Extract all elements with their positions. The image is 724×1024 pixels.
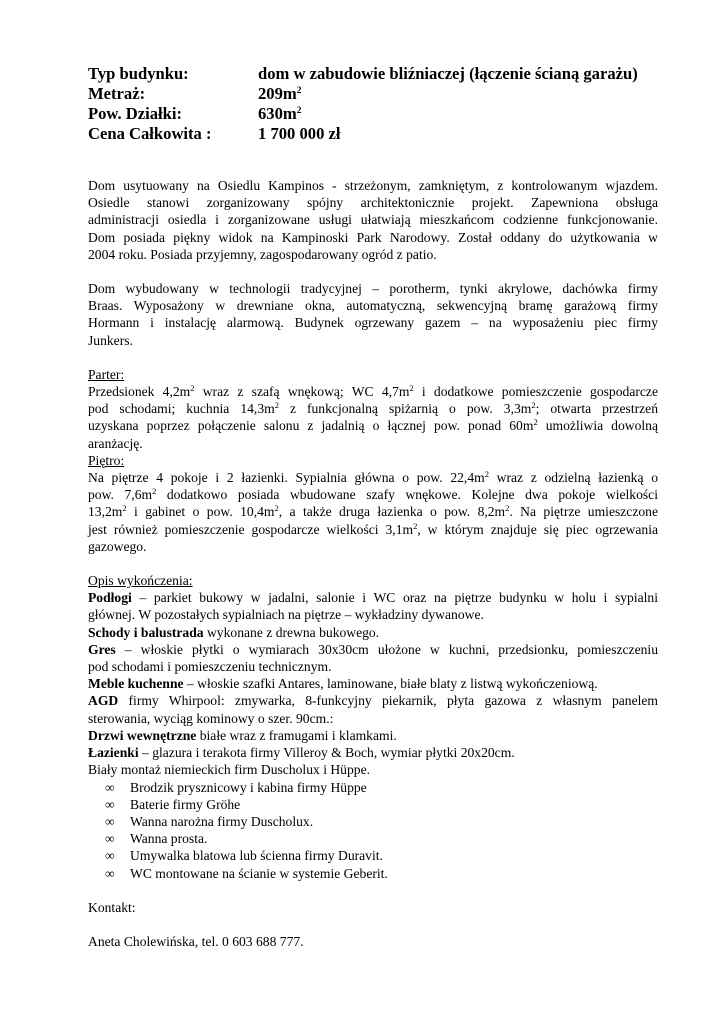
text-run: pow. 7,6m [88, 487, 153, 503]
bold-term: Łazienki [88, 745, 139, 761]
text-run: umożliwia dowolną [537, 418, 658, 434]
sup: 2 [190, 383, 195, 394]
text-run: wraz z odzielną łazienką o [488, 470, 658, 486]
ground-floor-line [88, 383, 658, 400]
list-item [88, 779, 658, 796]
finish-line-fixtures: Biały montaż niemieckich firm Duscholux i Hüppe. [88, 762, 371, 778]
text-run: Na piętrze 4 pokoje i 2 łazienki. Sypialnia główna o pow. 22,4m [88, 470, 485, 486]
list-item [88, 813, 658, 830]
bold-term: Drzwi wewnętrzne [88, 727, 197, 743]
text-run: z funkcjonalną spiżarnią o pow. 3,3m [278, 401, 532, 417]
tech-line: Braas. Wyposażony w drewniane okna, automatyczną, sekwencyjną bramę garażową firmy [88, 298, 658, 314]
plot-sup: 2 [296, 106, 302, 116]
plot-value [258, 104, 301, 124]
first-floor-section [88, 452, 658, 555]
sup: 2 [122, 503, 127, 514]
text-run: – glazura i terakota firmy Villeroy & Boch, wymiar płytki 20x20cm. [138, 745, 515, 761]
text-run: 13,2m [88, 504, 123, 520]
area-number: 209m [258, 84, 297, 103]
list-item-text: Wanna prosta. [130, 831, 208, 847]
header-row-building-type [88, 64, 638, 84]
list-item-text: WC montowane na ścianie w systemie Geberit. [130, 865, 388, 881]
list-item [88, 847, 658, 864]
ground-floor-line [88, 400, 658, 417]
text-run: , w którym znajduje się piec ogrzewania [417, 521, 659, 537]
price-label: Cena Całkowita : [88, 124, 212, 143]
tech-line: Hormann i instalację alarmową. Budynek ogrzewany gazem – na wyposażeniu piec firmy [88, 315, 658, 331]
fixtures-list [88, 779, 658, 882]
finish-heading: Opis wykończenia: [88, 573, 193, 589]
list-item [88, 865, 658, 882]
first-floor-heading: Piętro: [88, 452, 125, 468]
text-run: wykonane z drewna bukowego. [203, 624, 380, 640]
text-run: i gabinet o pow. 10,4m [126, 504, 275, 520]
finish-line-kitchen [88, 675, 658, 692]
contact-label: Kontakt: [88, 899, 136, 915]
text-run: wraz z szafą wnękową; WC 4,7m [194, 384, 410, 400]
text-run: pod schodami; kuchnia 14,3m [88, 401, 275, 417]
ground-floor-section [88, 366, 658, 452]
list-item-text: Wanna narożna firmy Duscholux. [130, 813, 314, 829]
intro-paragraph [88, 177, 658, 263]
ground-floor-heading: Parter: [88, 366, 125, 382]
tech-line: Junkers. [88, 332, 133, 348]
text-run: firmy Whirpool: zmywarka, 8-funkcyjny piekarnik, płyta gazowa z własnym panelem [118, 693, 658, 709]
bullet-icon: ∞ [105, 865, 115, 881]
sup: 2 [531, 400, 536, 411]
bold-term: Meble kuchenne [88, 676, 184, 692]
bold-term: Schody i balustrada [88, 624, 204, 640]
area-label: Metraż: [88, 84, 146, 103]
list-item-text: Brodzik prysznicowy i kabina firmy Hüppe [130, 779, 367, 795]
text-run: jest również pomieszczenie gospodarcze wielkości 3,1m [88, 521, 414, 537]
intro-line: Dom usytuowany na Osiedlu Kampinos - strzeżonym, zamkniętym, z kontrolowanym wjazdem. [88, 178, 658, 193]
document-body [88, 177, 658, 950]
list-item [88, 796, 658, 813]
plot-number: 630m [258, 104, 297, 123]
technology-paragraph [88, 280, 658, 349]
sup: 2 [274, 503, 279, 514]
property-header [88, 64, 638, 144]
finish-line-agd-cont: sterowania, wyciąg kominowy o szer. 90cm.: [88, 710, 334, 726]
bullet-icon: ∞ [105, 813, 115, 829]
plot-label: Pow. Działki: [88, 104, 183, 123]
text-run: – włoskie szafki Antares, laminowane, białe blaty z listwą wykończeniową. [183, 676, 598, 692]
text-run: , a także druga łazienka o pow. 8,2m [278, 504, 506, 520]
finish-section [88, 572, 658, 882]
finish-line-bathrooms [88, 744, 658, 761]
bullet-icon: ∞ [105, 796, 115, 812]
list-item-text: Umywalka blatowa lub ścienna firmy Duravit. [130, 848, 383, 864]
finish-line-floors-cont: głównej. W pozostałych sypialniach na piętrze – wykładziny dywanowe. [88, 607, 484, 623]
text-run: – parkiet bukowy w jadalni, salonie i WC oraz na piętrze budynku w holu i sypialni [131, 590, 658, 606]
intro-line: Osiedle stanowi zorganizowany spójny architektonicznie projekt. Zapewniona obsługa [88, 195, 658, 211]
sup: 2 [505, 503, 510, 514]
ground-floor-line [88, 417, 658, 434]
header-row-price [88, 124, 638, 144]
bold-term: Podłogi [88, 590, 132, 606]
bullet-icon: ∞ [105, 779, 115, 795]
first-floor-line [88, 521, 658, 538]
first-floor-line [88, 503, 658, 520]
sup: 2 [274, 400, 279, 411]
sup: 2 [484, 469, 489, 480]
finish-line-doors [88, 727, 658, 744]
text-run: – włoskie płytki o wymiarach 30x30cm ułożone w kuchni, przedsionku, pomieszczeniu [115, 641, 658, 657]
list-item [88, 830, 658, 847]
intro-line: administracji osiedla i zorganizowane usługi ułatwiają mieszkańcom codzienne funkcjonowanie. [88, 212, 658, 228]
area-value [258, 84, 301, 104]
text-run: Przedsionek 4,2m [88, 384, 191, 400]
first-floor-line [88, 469, 658, 486]
bullet-icon: ∞ [105, 831, 115, 847]
first-floor-line [88, 486, 658, 503]
sup: 2 [533, 417, 538, 428]
ground-floor-line: aranżację. [88, 435, 143, 451]
bold-term: AGD [88, 693, 119, 709]
intro-line: 2004 roku. Posiada przyjemny, zagospodarowany ogród z patio. [88, 246, 437, 262]
intro-line: Dom posiada piękny widok na Kampinoski Park Narodowy. Został oddany do użytkowania w [88, 229, 658, 245]
finish-line-gres [88, 641, 658, 658]
contact-section [88, 899, 658, 950]
bold-term: Gres [88, 641, 116, 657]
text-run: . Na piętrze umieszczone [509, 504, 659, 520]
text-run: ; otwarta przestrzeń [535, 401, 658, 417]
finish-line-gres-cont: pod schodami i pomieszczeniu technicznym. [88, 659, 332, 675]
building-type-value: dom w zabudowie bliźniaczej (łączenie ścianą garażu) [258, 64, 638, 83]
first-floor-line: gazowego. [88, 538, 147, 554]
finish-line-floors [88, 589, 658, 606]
header-row-plot [88, 104, 638, 124]
finish-line-agd [88, 692, 658, 709]
text-run: dodatkowo posiada wbudowane szafy wnękowe. Kolejne dwa pokoje wielkości [156, 487, 658, 503]
contact-line: Aneta Cholewińska, tel. 0 603 688 777. [88, 933, 304, 949]
header-row-area [88, 84, 638, 104]
price-value: 1 700 000 zł [258, 124, 341, 143]
text-run: uzyskana poprzez połączenie salonu z jadalnią o łącznej pow. ponad 60m [88, 418, 534, 434]
text-run: białe wraz z framugami i klamkami. [196, 727, 397, 743]
finish-line-stairs [88, 624, 658, 641]
sup: 2 [409, 383, 414, 394]
sup: 2 [413, 520, 418, 531]
bullet-icon: ∞ [105, 848, 115, 864]
list-item-text: Baterie firmy Gröhe [130, 796, 241, 812]
tech-line: Dom wybudowany w technologii tradycyjnej – porotherm, tynki akrylowe, dachówka firmy [88, 281, 658, 297]
sup: 2 [152, 486, 157, 497]
area-sup: 2 [296, 86, 302, 96]
building-type-label: Typ budynku: [88, 64, 189, 83]
text-run: i dodatkowe pomieszczenie gospodarcze [413, 384, 658, 400]
